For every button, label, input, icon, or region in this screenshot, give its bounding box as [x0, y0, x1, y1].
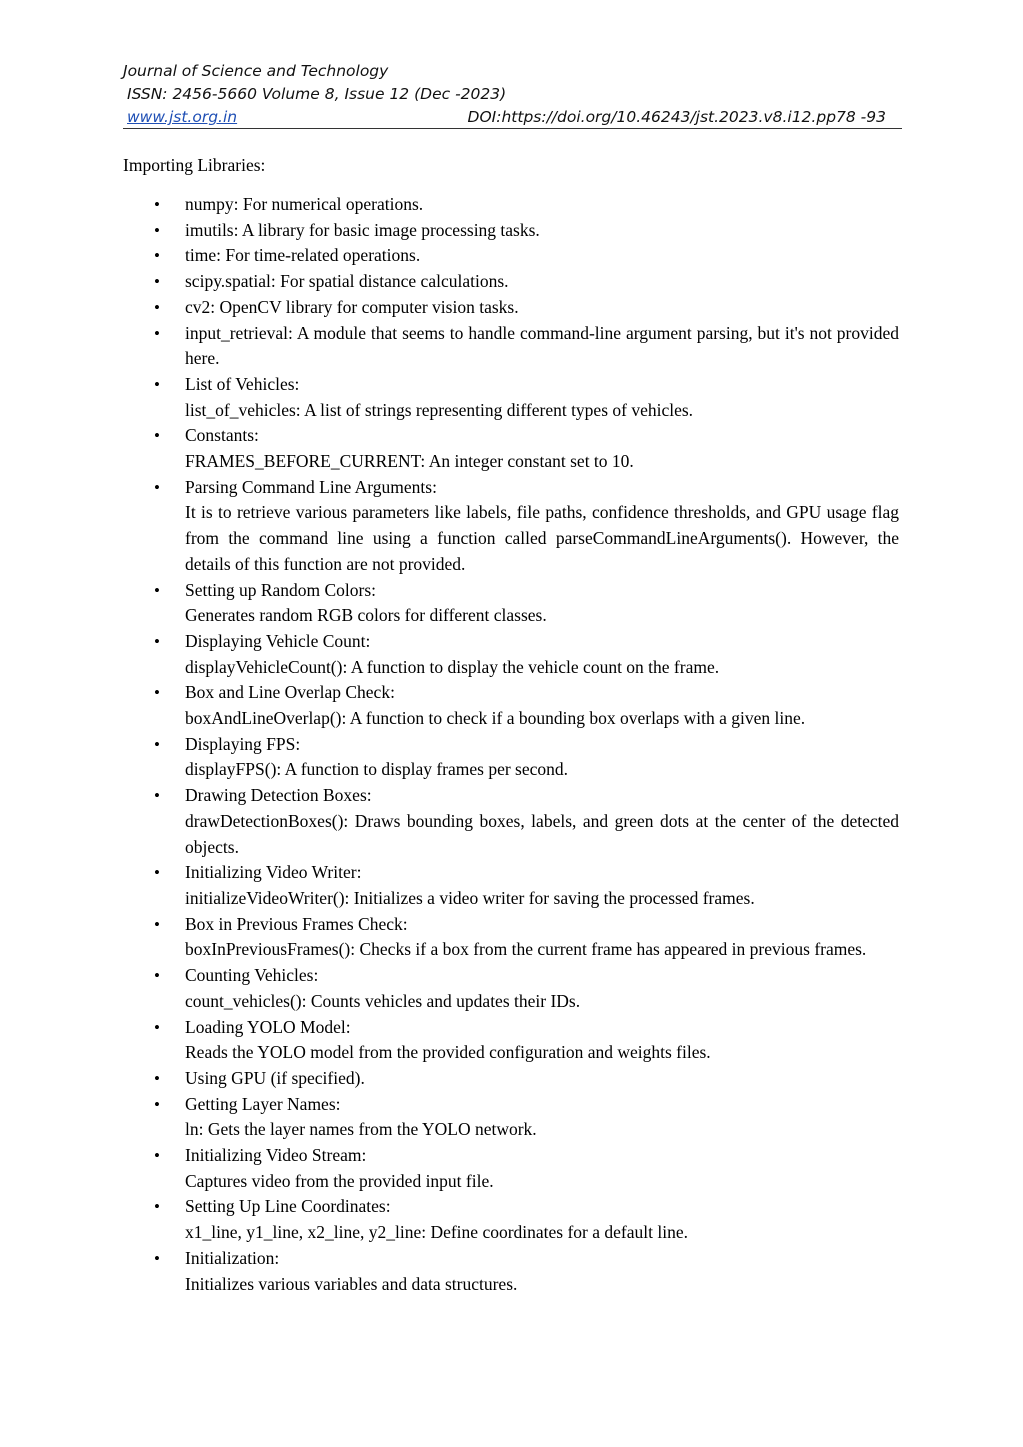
doi-text: DOI:https://doi.org/10.46243/jst.2023.v8.i12.pp78 -93 [467, 108, 886, 126]
list-item [0, 963, 899, 1014]
list-item-title: Setting Up Line Coordinates: [185, 1196, 391, 1217]
list-item [0, 1092, 899, 1143]
list-item-description: Captures video from the provided input file. [185, 1170, 494, 1191]
bullet-icon: • [154, 631, 160, 651]
list-item-title: Loading YOLO Model: [185, 1016, 351, 1037]
list-item-description: FRAMES_BEFORE_CURRENT: An integer constant set to 10. [185, 451, 634, 472]
list-item-title: Constants: [185, 425, 259, 446]
list-item-title: Drawing Detection Boxes: [185, 785, 372, 806]
list-item-title: Initializing Video Stream: [185, 1145, 367, 1166]
list-item-title: Getting Layer Names: [185, 1093, 341, 1114]
list-item [0, 295, 899, 321]
list-item-description: x1_line, y1_line, x2_line, y2_line: Define coordinates for a default line. [185, 1222, 688, 1243]
list-item-description: Reads the YOLO model from the provided configuration and weights files. [185, 1042, 711, 1063]
bullet-icon: • [154, 734, 160, 754]
bullet-icon: • [154, 786, 160, 806]
journal-title: Journal of Science and Technology [123, 62, 389, 80]
list-item [0, 475, 899, 578]
list-item [0, 578, 899, 629]
bullet-list [0, 192, 899, 1297]
website-link[interactable]: www.jst.org.in [127, 108, 238, 126]
list-item [0, 1194, 899, 1245]
list-item-description: Generates random RGB colors for different classes. [185, 605, 547, 626]
list-item-title: Using GPU (if specified). [185, 1067, 365, 1088]
list-item [0, 912, 899, 963]
bullet-icon: • [154, 426, 160, 446]
list-item [0, 372, 899, 423]
bullet-icon: • [154, 1248, 160, 1268]
list-item-title: scipy.spatial: For spatial distance calculations. [185, 271, 509, 292]
list-item-description: drawDetectionBoxes(): Draws bounding boxes, labels, and green dots at the center of the detected objects. [185, 810, 899, 857]
bullet-icon: • [154, 374, 160, 394]
list-item-title: Box and Line Overlap Check: [185, 682, 395, 703]
list-item-title: Counting Vehicles: [185, 965, 319, 986]
bullet-icon: • [154, 1146, 160, 1166]
bullet-icon: • [154, 683, 160, 703]
list-item-description: displayVehicleCount(): A function to display the vehicle count on the frame. [185, 656, 720, 677]
list-item-description: boxInPreviousFrames(): Checks if a box from the current frame has appeared in previous frames. [185, 939, 867, 960]
page-header [123, 60, 902, 129]
list-item-title: Parsing Command Line Arguments: [185, 476, 437, 497]
list-item-title: Box in Previous Frames Check: [185, 913, 408, 934]
bullet-icon: • [154, 220, 160, 240]
bullet-icon: • [154, 580, 160, 600]
bullet-icon: • [154, 966, 160, 986]
list-item-description: initializeVideoWriter(): Initializes a video writer for saving the processed frames. [185, 887, 755, 908]
list-item [0, 1246, 899, 1297]
list-item-title: input_retrieval: A module that seems to handle command-line argument parsing, but it's not provided here. [185, 322, 899, 369]
list-item-description: count_vehicles(): Counts vehicles and updates their IDs. [185, 990, 581, 1011]
list-item-description: list_of_vehicles: A list of strings representing different types of vehicles. [185, 399, 694, 420]
bullet-icon: • [154, 297, 160, 317]
bullet-icon: • [154, 477, 160, 497]
list-item [0, 860, 899, 911]
bullet-icon: • [154, 1197, 160, 1217]
list-item [0, 192, 899, 218]
list-item [0, 1015, 899, 1066]
list-item-title: Setting up Random Colors: [185, 579, 377, 600]
list-item [0, 1066, 899, 1092]
list-item-description: boxAndLineOverlap(): A function to check if a bounding box overlaps with a given line. [185, 708, 806, 729]
list-item [0, 680, 899, 731]
bullet-icon: • [154, 863, 160, 883]
list-item [0, 1143, 899, 1194]
list-item-description: ln: Gets the layer names from the YOLO network. [185, 1119, 537, 1140]
bullet-icon: • [154, 323, 160, 343]
list-item-description: Initializes various variables and data structures. [185, 1273, 518, 1294]
list-item-description: It is to retrieve various parameters like labels, file paths, confidence thresholds, and GPU usage flag from the command line using a function called parseCommandLineArguments(). However, the details of this function are not provided. [185, 502, 899, 574]
list-item-title: Initializing Video Writer: [185, 862, 362, 883]
list-item [0, 243, 899, 269]
bullet-icon: • [154, 246, 160, 266]
list-item [0, 629, 899, 680]
list-item-title: List of Vehicles: [185, 373, 300, 394]
list-item-title: cv2: OpenCV library for computer vision tasks. [185, 296, 519, 317]
list-item-title: Displaying Vehicle Count: [185, 630, 371, 651]
list-item-title: imutils: A library for basic image processing tasks. [185, 219, 540, 240]
list-item [0, 423, 899, 474]
list-item-title: Initialization: [185, 1247, 280, 1268]
list-item [0, 732, 899, 783]
bullet-icon: • [154, 272, 160, 292]
bullet-icon: • [154, 195, 160, 214]
section-intro: Importing Libraries: [123, 155, 266, 175]
list-item [0, 218, 899, 244]
list-item-title: numpy: For numerical operations. [185, 194, 424, 214]
bullet-icon: • [154, 1017, 160, 1037]
list-item [0, 783, 899, 860]
bullet-icon: • [154, 1094, 160, 1114]
bullet-icon: • [154, 1068, 160, 1088]
issn-line: ISSN: 2456-5660 Volume 8, Issue 12 (Dec -2023) [127, 85, 507, 103]
list-item [0, 321, 899, 372]
bullet-icon: • [154, 914, 160, 934]
header-link-line [123, 106, 902, 129]
list-item-title: time: For time-related operations. [185, 245, 421, 266]
list-item-description: displayFPS(): A function to display frames per second. [185, 759, 569, 780]
list-item-title: Displaying FPS: [185, 733, 301, 754]
list-item [0, 269, 899, 295]
